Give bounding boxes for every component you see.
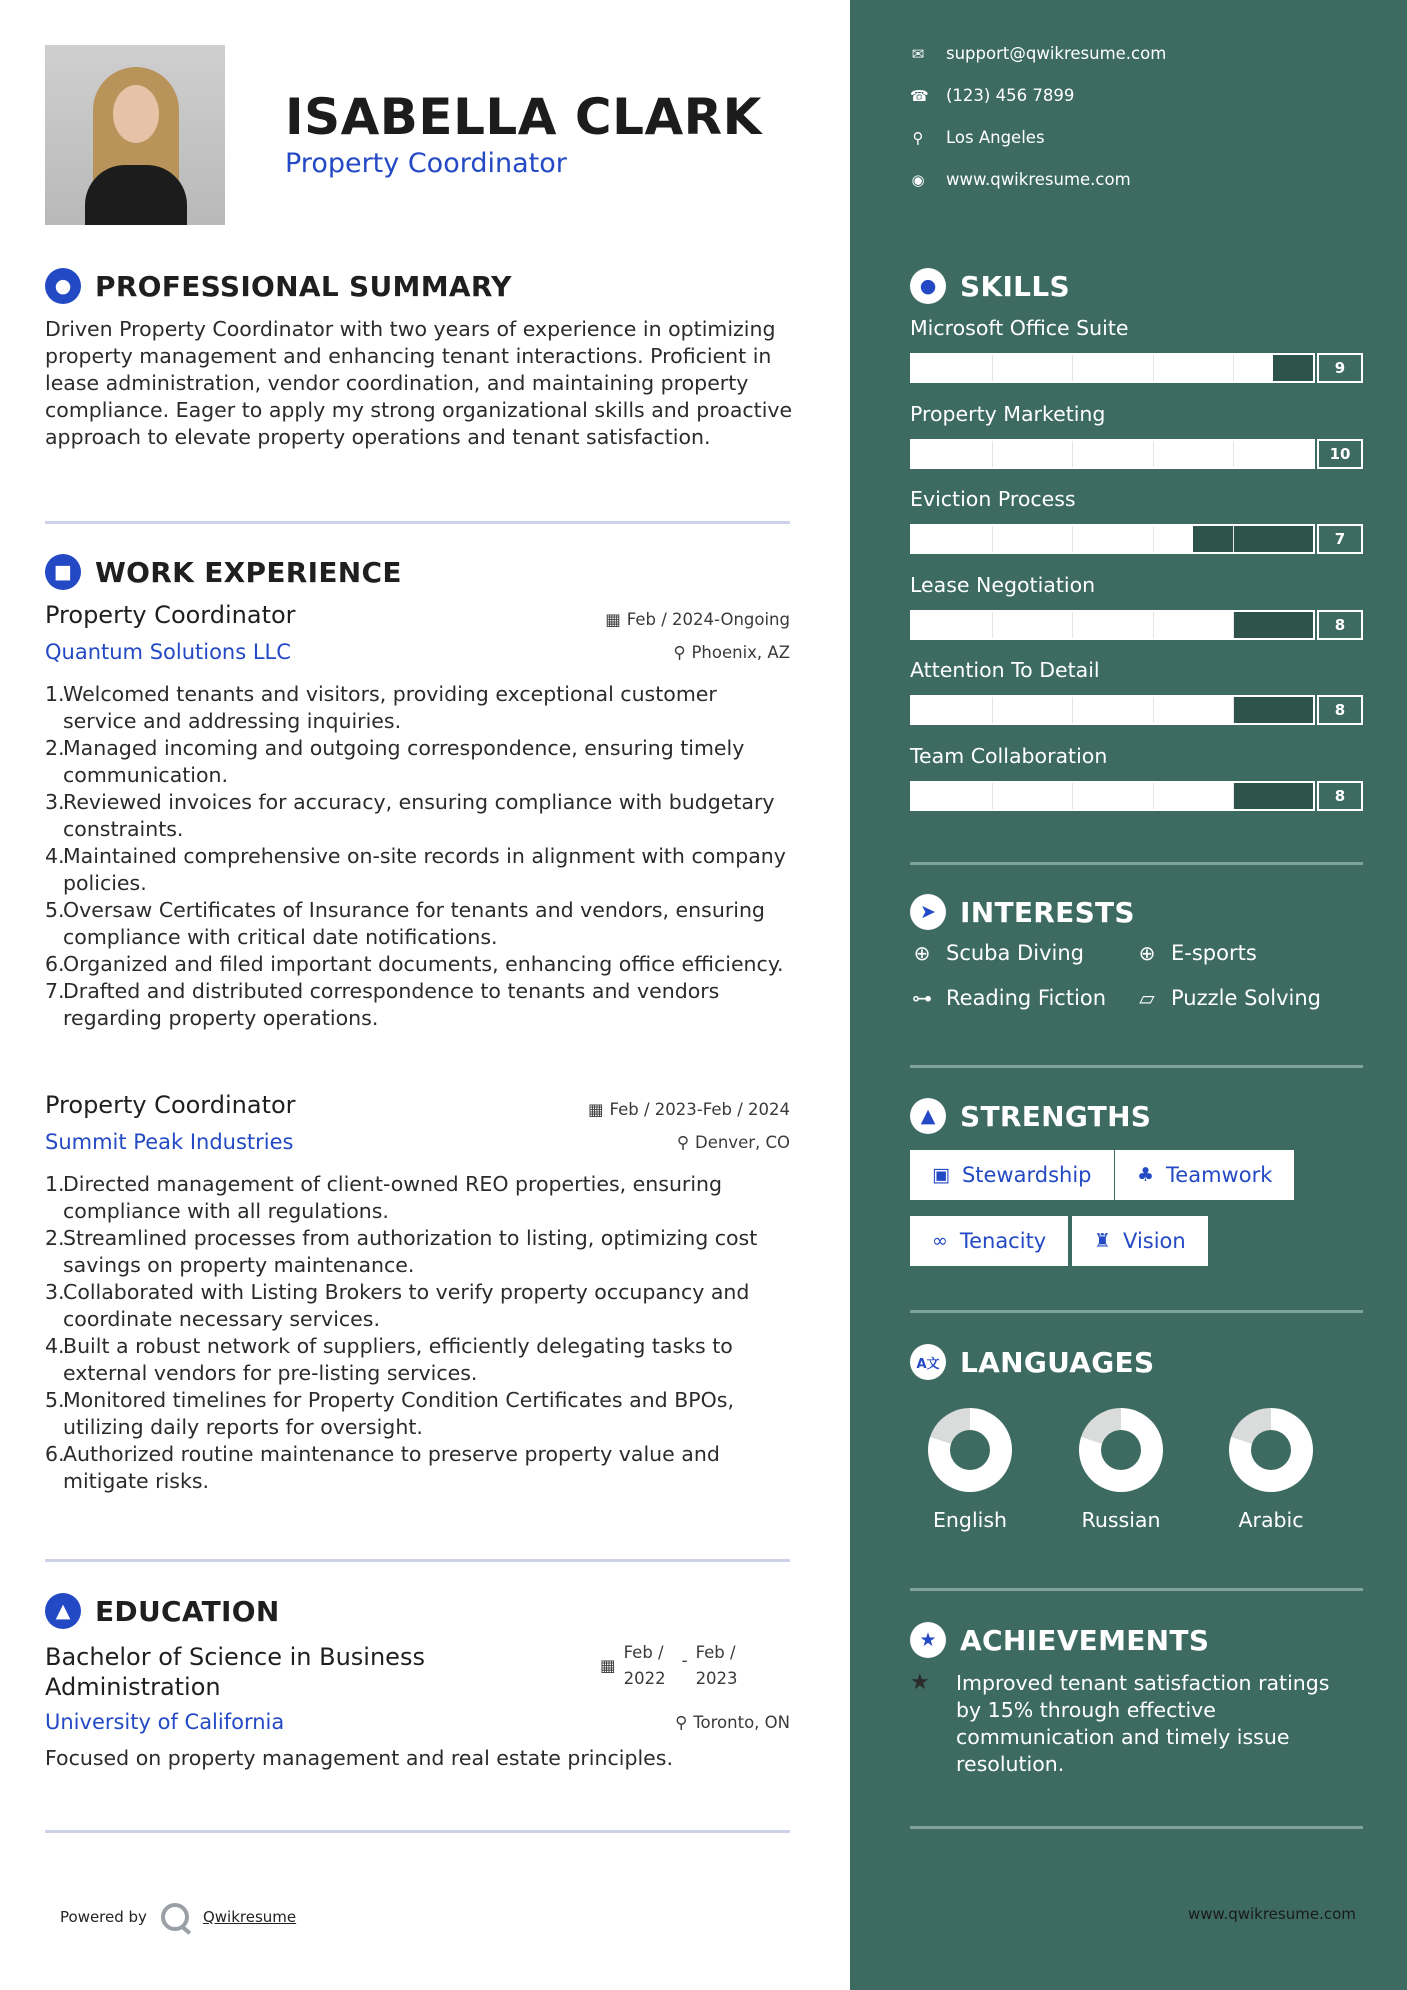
list-item: 3. Collaborated with Listing Brokers to verify property occupancy and coordinate necessary services. xyxy=(45,1280,750,1331)
skill-bar xyxy=(910,695,1315,725)
paper-plane-icon: ➤ xyxy=(910,894,946,930)
calendar-icon: ▦ xyxy=(605,610,621,629)
skill-score: 7 xyxy=(1317,524,1363,554)
language-item xyxy=(1226,1408,1316,1532)
interests-title: INTERESTS xyxy=(960,895,1135,929)
language-name: Russian xyxy=(1081,1508,1161,1532)
languages-title: LANGUAGES xyxy=(960,1345,1155,1379)
skill-name: Microsoft Office Suite xyxy=(910,316,1129,340)
skill-bar-segment xyxy=(1153,612,1154,638)
skill-bar-segment xyxy=(1233,612,1234,638)
job-location: ⚲ Denver, CO xyxy=(676,1133,790,1152)
office-chair-icon: ■ xyxy=(45,554,81,590)
candidate-title: Property Coordinator xyxy=(285,148,567,179)
skill-bar xyxy=(910,353,1315,383)
achievement-item xyxy=(910,1670,1363,1778)
school-location: ⚲ Toronto, ON xyxy=(675,1713,790,1732)
list-item: 4. Maintained comprehensive on-site records in alignment with company policies. xyxy=(45,844,786,895)
section-divider xyxy=(910,1065,1363,1068)
fist-icon: ▲ xyxy=(910,1098,946,1134)
strength-tag: ▣ Stewardship xyxy=(910,1150,1114,1200)
language-name: Arabic xyxy=(1238,1508,1304,1532)
summary-heading xyxy=(45,268,512,304)
section-divider xyxy=(45,1559,790,1562)
interest-item: ⊕ E-sports xyxy=(1135,941,1257,965)
skill-bar-segment xyxy=(1233,783,1234,809)
briefcase-icon: ▣ xyxy=(932,1164,950,1186)
powered-by: Powered by Qwikresume xyxy=(60,1903,296,1931)
contact-email[interactable]: ✉ support@qwikresume.com xyxy=(911,44,1167,63)
skill-bar-segment xyxy=(1153,441,1154,467)
degree-title: Bachelor of Science in Business Administration xyxy=(45,1643,425,1701)
list-item: 1. Welcomed tenants and visitors, providing exceptional customer service and addressing inquiries. xyxy=(45,682,717,733)
list-item: 5. Monitored timelines for Property Condition Certificates and BPOs, utilizing daily reports for oversight. xyxy=(45,1388,734,1439)
map-marker-icon: ⚲ xyxy=(912,128,924,147)
skill-bar-segment xyxy=(1233,697,1234,723)
skill-name: Property Marketing xyxy=(910,402,1106,426)
language-donut xyxy=(928,1408,1012,1492)
achievements-title: ACHIEVEMENTS xyxy=(960,1623,1210,1657)
strength-tag: ∞ Tenacity xyxy=(910,1216,1068,1266)
list-item: 1. Directed management of client-owned REO properties, ensuring compliance with all regulations. xyxy=(45,1172,723,1223)
contact-location: ⚲ Los Angeles xyxy=(910,128,1045,147)
skill-bar-fill xyxy=(912,355,1273,381)
skill-bar-segment xyxy=(1072,355,1073,381)
work-title: WORK EXPERIENCE xyxy=(95,555,402,589)
skill-bar-segment xyxy=(1153,697,1154,723)
graduate-icon: ▲ xyxy=(45,1593,81,1629)
skill-bar-segment xyxy=(992,697,993,723)
language-name: English xyxy=(932,1508,1008,1532)
skill-score: 10 xyxy=(1317,439,1363,469)
job-title: Property Coordinator xyxy=(45,1091,296,1119)
calendar-icon: ▦ xyxy=(600,1656,616,1675)
skill-bar xyxy=(910,439,1315,469)
skill-bar-segment xyxy=(992,355,993,381)
phone-icon: ☎ xyxy=(910,86,929,105)
skill-score: 8 xyxy=(1317,781,1363,811)
skill-bar xyxy=(910,781,1315,811)
lightbulb-icon: ● xyxy=(910,268,946,304)
education-dates: ▦ Feb / 2022 - Feb / 2023 xyxy=(600,1640,746,1692)
skill-name: Lease Negotiation xyxy=(910,573,1096,597)
skill-bar xyxy=(910,610,1315,640)
skill-bar-segment xyxy=(1072,441,1073,467)
contact-phone[interactable]: ☎ (123) 456 7899 xyxy=(910,86,1075,105)
language-item xyxy=(925,1408,1015,1532)
book-icon: ▱ xyxy=(1139,986,1155,1010)
job-date: ▦ Feb / 2023-Feb / 2024 xyxy=(587,1100,790,1119)
users-icon: ♣ xyxy=(1137,1164,1155,1186)
star-badge-icon: ★ xyxy=(910,1622,946,1658)
qwikresume-link[interactable]: Qwikresume xyxy=(202,1908,297,1926)
skill-name: Team Collaboration xyxy=(910,744,1108,768)
list-item: 7. Drafted and distributed correspondence to tenants and vendors regarding property operations. xyxy=(45,979,720,1030)
skill-score: 8 xyxy=(1317,610,1363,640)
skill-score: 8 xyxy=(1317,695,1363,725)
skill-bar-segment xyxy=(1072,783,1073,809)
interests-heading xyxy=(910,894,1135,930)
skill-bar-fill xyxy=(912,526,1193,552)
list-item: 2. Managed incoming and outgoing correspondence, ensuring timely communication. xyxy=(45,736,745,787)
skill-bar-segment xyxy=(1233,441,1234,467)
skill-bar-segment xyxy=(1072,612,1073,638)
envelope-icon: ✉ xyxy=(911,44,925,63)
interest-item: ▱ Puzzle Solving xyxy=(1135,986,1321,1010)
section-divider xyxy=(910,1826,1363,1829)
skill-bar-segment xyxy=(1072,526,1073,552)
profile-photo xyxy=(45,45,225,225)
skill-name: Attention To Detail xyxy=(910,658,1100,682)
achievements-heading xyxy=(910,1622,1209,1658)
pin-icon: ⚲ xyxy=(673,643,686,662)
strength-tag: ♜ Vision xyxy=(1072,1216,1208,1266)
link-icon: ∞ xyxy=(932,1230,948,1252)
list-item: 3. Reviewed invoices for accuracy, ensuring compliance with budgetary constraints. xyxy=(45,790,775,841)
list-item: 6. Authorized routine maintenance to preserve property value and mitigate risks. xyxy=(45,1442,720,1493)
achievement-text: Improved tenant satisfaction ratings by 15% through effective communication and timely issue resolution. xyxy=(956,1671,1330,1776)
job-bullets xyxy=(45,1171,795,1495)
skill-bar-segment xyxy=(992,783,993,809)
skill-bar-segment xyxy=(1153,783,1154,809)
language-donut xyxy=(1079,1408,1163,1492)
contact-website[interactable]: ◉ www.qwikresume.com xyxy=(911,170,1131,189)
user-icon: ● xyxy=(45,268,81,304)
list-item: 6. Organized and filed important documents, enhancing office efficiency. xyxy=(45,952,784,976)
skill-bar-segment xyxy=(1153,355,1154,381)
skill-bar-segment xyxy=(992,612,993,638)
skill-score: 9 xyxy=(1317,353,1363,383)
shooting-star-icon: ★ xyxy=(910,1670,930,1695)
life-ring-icon: ⊕ xyxy=(1138,941,1156,965)
section-divider xyxy=(45,1830,790,1833)
education-title: EDUCATION xyxy=(95,1594,280,1628)
pin-icon: ⚲ xyxy=(675,1713,688,1732)
skills-title: SKILLS xyxy=(960,269,1070,303)
strengths-heading xyxy=(910,1098,1151,1134)
strengths-title: STRENGTHS xyxy=(960,1099,1152,1133)
footer-website[interactable]: www.qwikresume.com xyxy=(1188,1905,1356,1923)
job-date: ▦ Feb / 2024-Ongoing xyxy=(605,610,790,629)
list-item: 2. Streamlined processes from authorization to listing, optimizing cost savings on property maintenance. xyxy=(45,1226,758,1277)
work-heading xyxy=(45,554,402,590)
skill-bar-segment xyxy=(1153,526,1154,552)
skill-bar-segment xyxy=(1233,355,1234,381)
section-divider xyxy=(910,862,1363,865)
summary-title: PROFESSIONAL SUMMARY xyxy=(95,269,512,303)
gamepad-icon: ⊶ xyxy=(912,986,932,1010)
strength-tag: ♣ Teamwork xyxy=(1115,1150,1294,1200)
binoculars-icon: ♜ xyxy=(1094,1230,1112,1252)
translate-icon: A文 xyxy=(910,1344,946,1380)
candidate-name: ISABELLA CLARK xyxy=(285,88,762,146)
skill-bar xyxy=(910,524,1315,554)
language-donut xyxy=(1229,1408,1313,1492)
job-title: Property Coordinator xyxy=(45,601,296,629)
skill-bar-segment xyxy=(992,526,993,552)
life-ring-icon: ⊕ xyxy=(913,941,931,965)
skill-name: Eviction Process xyxy=(910,487,1076,511)
skills-heading xyxy=(910,268,1070,304)
job-bullets xyxy=(45,681,795,1032)
globe-icon: ◉ xyxy=(911,170,925,189)
qwikresume-logo-icon xyxy=(161,1903,189,1931)
job-company: Quantum Solutions LLC xyxy=(45,640,291,664)
section-divider xyxy=(910,1588,1363,1591)
language-item xyxy=(1076,1408,1166,1532)
languages-heading xyxy=(910,1344,1154,1380)
skill-bar-segment xyxy=(1072,697,1073,723)
interest-item: ⊶ Reading Fiction xyxy=(912,986,1107,1010)
list-item: 5. Oversaw Certificates of Insurance for tenants and vendors, ensuring compliance with critical date notifications. xyxy=(45,898,765,949)
list-item: 4. Built a robust network of suppliers, efficiently delegating tasks to external vendors for pre-listing services. xyxy=(45,1334,733,1385)
education-description: Focused on property management and real estate principles. xyxy=(45,1746,673,1770)
section-divider xyxy=(910,1310,1363,1313)
summary-text: Driven Property Coordinator with two years of experience in optimizing property management and enhancing tenant interactions. Proficient in lease administration, vendor coordination, and maintaining property compliance. Eager to apply my strong organizational skills and proactive approach to elevate property operations and tenant satisfaction. xyxy=(45,317,793,449)
interest-item: ⊕ Scuba Diving xyxy=(910,941,1084,965)
skill-bar-fill xyxy=(912,441,1313,467)
calendar-icon: ▦ xyxy=(587,1100,604,1119)
pin-icon: ⚲ xyxy=(676,1133,689,1152)
skill-bar-segment xyxy=(992,441,993,467)
section-divider xyxy=(45,521,790,524)
education-heading xyxy=(45,1593,280,1629)
job-company: Summit Peak Industries xyxy=(45,1130,294,1154)
job-location: ⚲ Phoenix, AZ xyxy=(673,643,790,662)
school-name: University of California xyxy=(45,1710,285,1734)
skill-bar-segment xyxy=(1233,526,1234,552)
